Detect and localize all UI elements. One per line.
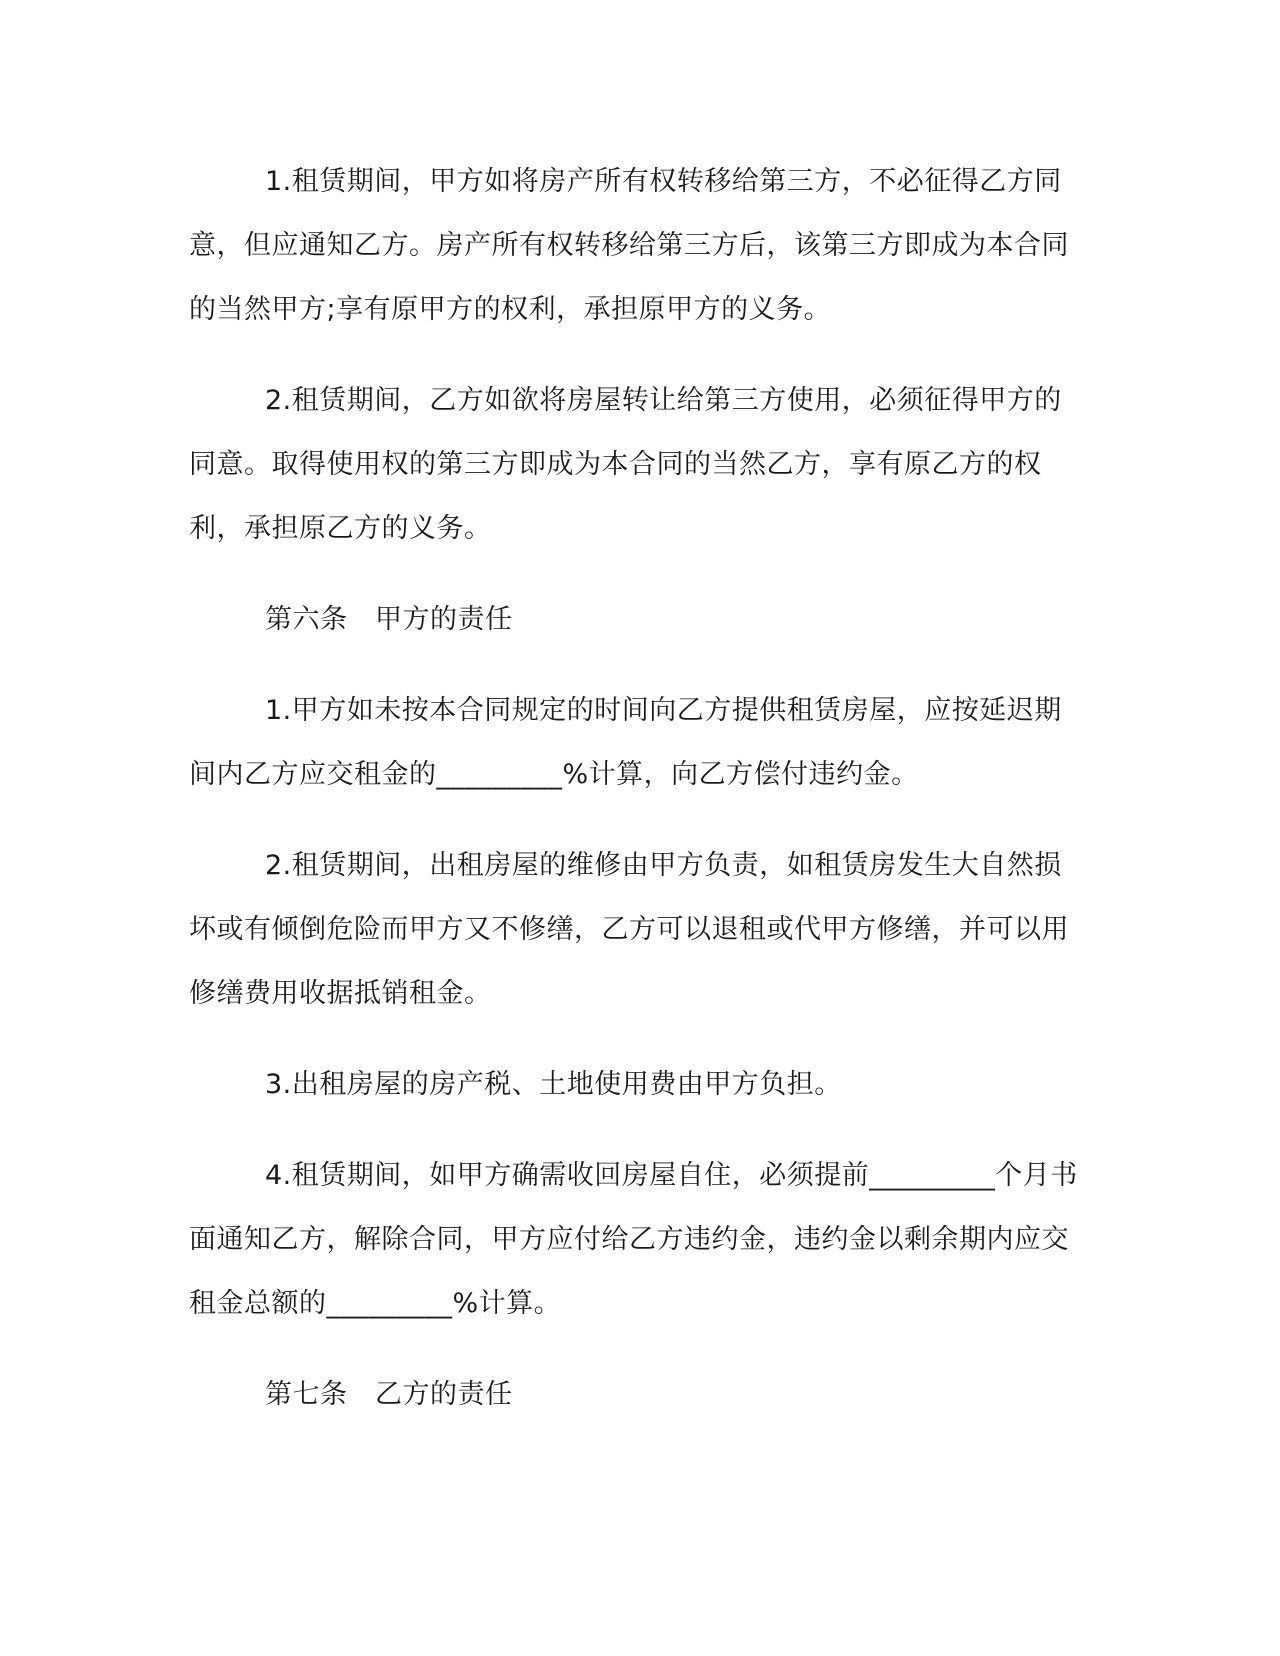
paragraph-maintenance: 2.租赁期间，出租房屋的维修由甲方负责，如租赁房发生大自然损坏或有倾倒危险而甲方又不修缮，乙方可以退租或代甲方修缮，并可以用修缮费用收据抵销租金。: [189, 850, 1069, 1009]
paragraph-late-delivery-penalty: 1.甲方如未按本合同规定的时间向乙方提供租赁房屋，应按延迟期间内乙方应交租金的_________%计算，向乙方偿付违约金。: [189, 695, 1062, 790]
paragraph-property-tax: 3.出租房屋的房产税、土地使用费由甲方负担。: [265, 1069, 842, 1100]
paragraph-sublease: 2.租赁期间，乙方如欲将房屋转让给第三方使用，必须征得甲方的同意。取得使用权的第三方即成为本合同的当然乙方，享有原乙方的权利，承担原乙方的义务。: [189, 385, 1062, 544]
section-heading-article-6: 第六条 甲方的责任: [265, 604, 513, 635]
section-heading-article-7: 第七条 乙方的责任: [265, 1379, 513, 1410]
paragraph-early-termination: 4.租赁期间，如甲方确需收回房屋自住，必须提前_________个月书面通知乙方，解除合同，甲方应付给乙方违约金，违约金以剩余期内应交租金总额的_________%计算。: [189, 1160, 1078, 1319]
document-body: [189, 150, 1089, 1454]
paragraph-transfer-of-ownership: 1.租赁期间，甲方如将房产所有权转移给第三方，不必征得乙方同意，但应通知乙方。房产所有权转移给第三方后，该第三方即成为本合同的当然甲方;享有原甲方的权利，承担原甲方的义务。: [189, 166, 1069, 325]
